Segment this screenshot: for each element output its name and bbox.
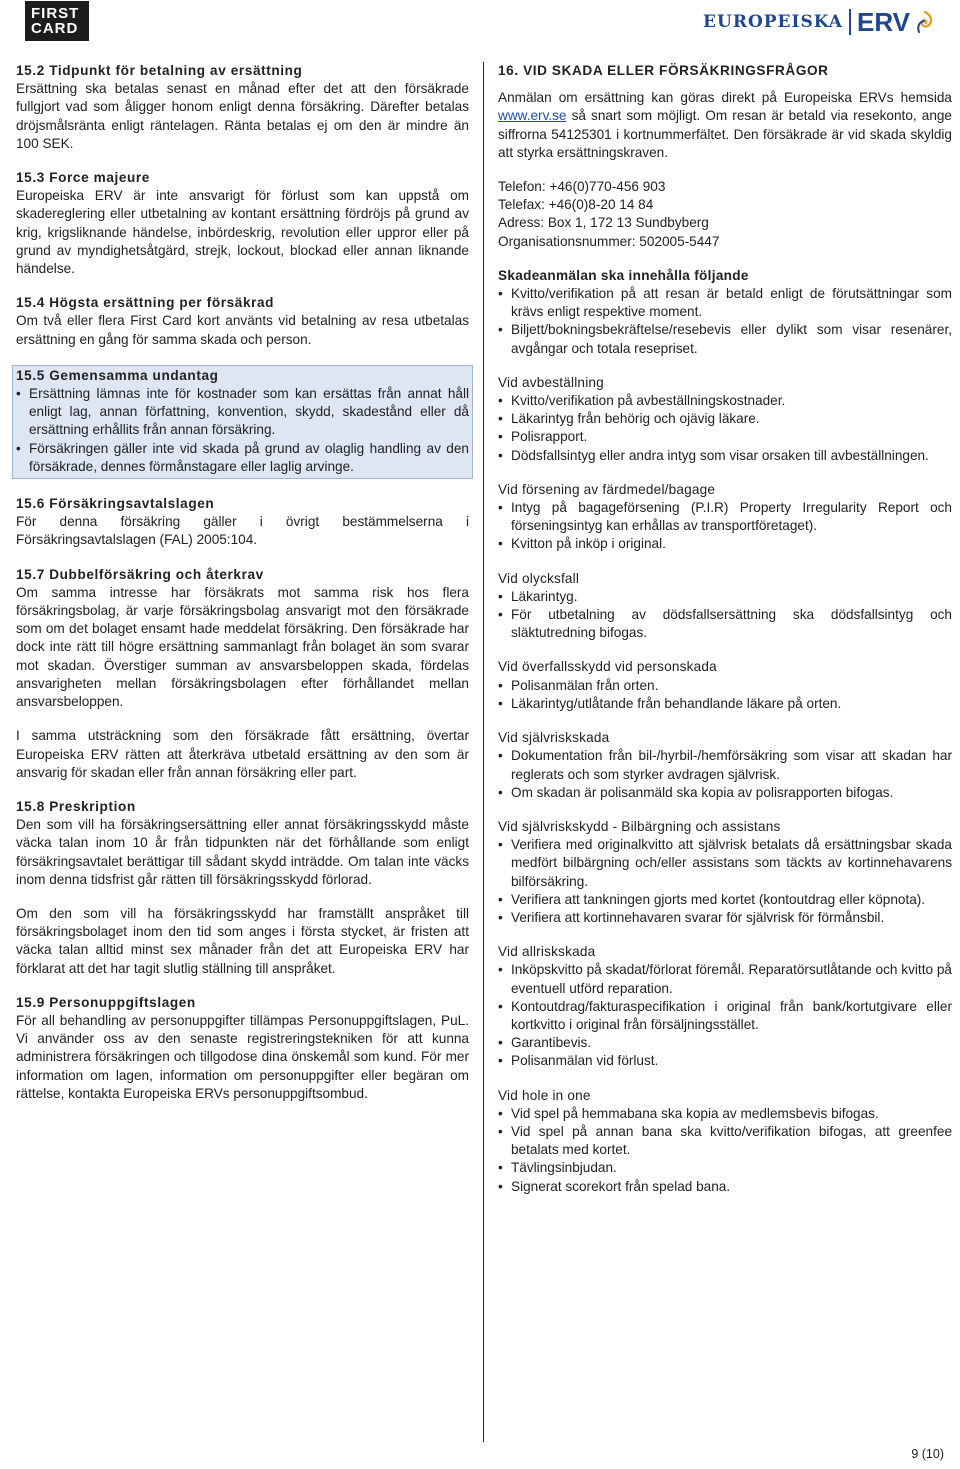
org-number-line: Organisationsnummer: 502005-5447 bbox=[498, 233, 720, 249]
page-number: 9 (10) bbox=[911, 1447, 944, 1461]
section-15-6 bbox=[16, 495, 469, 550]
claim-text-start: Anmälan om ersättning kan göras direkt på Europeiska ERVs hemsida bbox=[498, 90, 952, 106]
list-item: • Om skadan är polisanmäld ska kopia av polisrapporten bifogas. bbox=[498, 784, 952, 802]
left-column bbox=[16, 62, 469, 1119]
claim-groups bbox=[498, 374, 952, 1196]
list-item: • Polisanmälan vid förlust. bbox=[498, 1052, 952, 1070]
claim-group bbox=[498, 943, 952, 1070]
erv-logo-text: ERV bbox=[857, 6, 910, 37]
group-title: Vid allriskskada bbox=[498, 944, 596, 960]
list-item: • Kvitto/verifikation på att resan är betald enligt de förutsättningar som krävs enligt respektive moment. bbox=[498, 285, 952, 321]
list-item: • Kvitto/verifikation på avbeställningskostnader. bbox=[498, 392, 952, 410]
list-item: • Polisrapport. bbox=[498, 428, 952, 446]
group-list bbox=[498, 392, 952, 465]
section-15-7 bbox=[16, 566, 469, 782]
section-title: Skadeanmälan ska innehålla följande bbox=[498, 267, 749, 283]
list-item: • Garantibevis. bbox=[498, 1034, 952, 1052]
logo-divider bbox=[849, 9, 851, 35]
list-item: • Dödsfallsintyg eller andra intyg som visar orsaken till avbeställningen. bbox=[498, 447, 952, 465]
group-list bbox=[498, 747, 952, 802]
section-16 bbox=[498, 62, 952, 162]
group-list bbox=[498, 588, 952, 643]
group-list bbox=[498, 1105, 952, 1196]
list-item: • Kvitton på inköp i original. bbox=[498, 535, 952, 553]
list-item: • Dokumentation från bil-/hyrbil-/hemförsäkring som visar att skadan har reglerats och som styrker avdragen självrisk. bbox=[498, 747, 952, 783]
section-15-9 bbox=[16, 994, 469, 1103]
group-list bbox=[498, 677, 952, 713]
group-title: Vid överfallsskydd vid personskada bbox=[498, 659, 717, 675]
claim-group bbox=[498, 1087, 952, 1196]
exclusion-list bbox=[16, 385, 469, 476]
section-text bbox=[498, 89, 952, 162]
column-divider bbox=[483, 62, 484, 1442]
first-card-logo bbox=[25, 1, 89, 41]
section-text: Europeiska ERV är inte ansvarigt för förlust som kan uppstå om skadereglering eller utbetalning av kontant ersättning fördröjs på grund av krig, krigsliknande händelse, inbördeskrig, revolution eller uppror eller på grund av myndighetsåtgärd, strejk, lockout, blockad eller annan liknande händelse. bbox=[16, 188, 469, 277]
section-15-5-highlight bbox=[12, 365, 473, 479]
section-title: 15.6 Försäkringsavtalslagen bbox=[16, 496, 215, 512]
section-title: 16. VID SKADA ELLER FÖRSÄKRINGSFRÅGOR bbox=[498, 63, 829, 78]
claim-group bbox=[498, 374, 952, 465]
section-text: Den som vill ha försäkringsersättning eller annat försäkringsskydd måste väcka talan inom 10 år från tidpunkten när det förhållande som enligt försäkringsavtalet berättigar till sådant skydd inträdde. Om talan inte väcks inom denna tidsfrist går rätten till försäkringsskydd förlorad. bbox=[16, 817, 469, 887]
section-text: Ersättning ska betalas senast en månad efter det att den försäkrade fullgjort vad som åligger honom enligt denna försäkring. Därefter betalas dröjsmålsränta enligt räntelagen. Ränta betalas ej om den är mindre än 100 SEK. bbox=[16, 81, 469, 151]
list-item: • Tävlingsinbjudan. bbox=[498, 1159, 952, 1177]
group-list bbox=[498, 961, 952, 1070]
section-title: 15.4 Högsta ersättning per försäkrad bbox=[16, 295, 275, 311]
list-item: • Polisanmälan från orten. bbox=[498, 677, 952, 695]
group-list bbox=[498, 499, 952, 554]
list-item: • Kontoutdrag/fakturaspecifikation i original från bank/kortutgivare eller kortkvitto i original från försäljningsstället. bbox=[498, 998, 952, 1034]
section-text: Om samma intresse har försäkrats mot samma risk hos flera försäkringsbolag, är varje försäkringsbolag ansvarigt mot den försäkrade som om det bolaget ensamt hade meddelat försäkring. Den försäkrade har dock inte rätt till högre ersättning sammanlagt från bolaget än som svarar mot skadan. Överstiger summan av ansvarsbeloppen skada, fördelas ansvarigheten mellan försäkringsbolagen efter förhållandet mellan ansvarsbeloppen. bbox=[16, 584, 469, 710]
list-item: • Signerat scorekort från spelad bana. bbox=[498, 1178, 952, 1196]
group-title: Vid självriskskada bbox=[498, 730, 610, 746]
first-card-logo-line1: FIRST bbox=[31, 5, 80, 22]
europeiska-erv-logo bbox=[703, 4, 934, 40]
section-text: I samma utsträckning som den försäkrade fått ersättning, övertar Europeiska ERV rätten att återkräva utbetald ersättning av den som är ansvarig för skadan eller från annan försäkring eller part. bbox=[16, 728, 469, 780]
claim-group bbox=[498, 570, 952, 643]
list-item: • Vid spel på hemmabana ska kopia av medlemsbevis bifogas. bbox=[498, 1105, 952, 1123]
section-title: 15.3 Force majeure bbox=[16, 170, 150, 186]
erv-website-link[interactable]: www.erv.se bbox=[498, 108, 567, 124]
section-title: 15.7 Dubbelförsäkring och återkrav bbox=[16, 566, 264, 582]
section-15-3 bbox=[16, 169, 469, 278]
group-list bbox=[498, 836, 952, 927]
group-title: Vid hole in one bbox=[498, 1087, 591, 1103]
section-15-4 bbox=[16, 294, 469, 349]
list-item: • Verifiera att kortinnehavaren svarar för självrisk för förmånsbil. bbox=[498, 909, 952, 927]
right-column bbox=[498, 62, 952, 1212]
section-title: 15.9 Personuppgiftslagen bbox=[16, 994, 196, 1010]
group-title: Vid självriskskydd - Bilbärgning och assistans bbox=[498, 818, 781, 834]
group-title: Vid försening av färdmedel/bagage bbox=[498, 481, 716, 497]
list-item: • Verifiera med originalkvitto att självrisk betalats då ersättningsbar skada medfört bilbärgning och/eller assistans som täckts av kortinnehavarens bilförsäkring. bbox=[498, 836, 952, 891]
address-line: Adress: Box 1, 172 13 Sundbyberg bbox=[498, 215, 709, 231]
first-card-logo-line2: CARD bbox=[31, 20, 79, 37]
europeiska-logo-text: EUROPEISKA bbox=[703, 12, 843, 32]
claim-contents-list bbox=[498, 285, 952, 358]
phone-line: Telefon: +46(0)770-456 903 bbox=[498, 179, 666, 195]
claim-contents bbox=[498, 267, 952, 358]
claim-group bbox=[498, 481, 952, 554]
section-title: 15.5 Gemensamma undantag bbox=[16, 367, 219, 383]
section-text: Om den som vill ha försäkringsskydd har framställt anspråket till försäkringsbolaget inom den tid som anges i första stycket, är fristen att väcka talan alltid minst sex månader från det att Europeiska ERV har förklarat att det har tagit slutlig ställning till anspråket. bbox=[16, 905, 469, 976]
section-text: För denna försäkring gäller i övrigt bestämmelserna i Försäkringsavtalslagen (FAL) 2005:104. bbox=[16, 514, 469, 548]
list-item: • För utbetalning av dödsfallsersättning ska dödsfallsintyg och släktutredning bifogas. bbox=[498, 606, 952, 642]
group-title: Vid olycksfall bbox=[498, 570, 580, 586]
list-item: • Läkarintyg/utlåtande från behandlande läkare på orten. bbox=[498, 695, 952, 713]
section-title: 15.8 Preskription bbox=[16, 798, 136, 814]
list-item: • Inköpskvitto på skadat/förlorat föremål. Reparatörsutlåtande och kvitto på eventuell utförd reparation. bbox=[498, 961, 952, 997]
fax-line: Telefax: +46(0)8-20 14 84 bbox=[498, 197, 654, 213]
list-item: • Läkarintyg från behörig och ojävig läkare. bbox=[498, 410, 952, 428]
erv-swirl-icon bbox=[916, 11, 934, 33]
list-item: • Intyg på bagageförsening (P.I.R) Property Irregularity Report och förseningsintyg kan erhållas av transportföretaget). bbox=[498, 499, 952, 535]
section-15-8 bbox=[16, 798, 469, 978]
list-item: • Läkarintyg. bbox=[498, 588, 952, 606]
group-title: Vid avbeställning bbox=[498, 374, 604, 390]
claim-text-end: så snart som möjligt. Om resan är betald via resekonto, ange siffrorna 54125301 i kortnummerfältet. Den försäkrade är vid skada skyldig att styrka ersättningskraven. bbox=[498, 108, 952, 160]
section-text: För all behandling av personuppgifter tillämpas Personuppgiftslagen, PuL. Vi använder oss av den senaste registreringstekniken för att kunna administrera försäkringen och tillgodose dina önskemål som kund. För mer information om lagen, information om personuppgifter eller begäran om rättelse, kontakta Europeiska ERVs personuppgiftsombud. bbox=[16, 1012, 469, 1101]
list-item: • Vid spel på annan bana ska kvitto/verifikation bifogas, att greenfee betalats med kortet. bbox=[498, 1123, 952, 1159]
section-title: 15.2 Tidpunkt för betalning av ersättning bbox=[16, 63, 303, 78]
section-text: Om två eller flera First Card kort använts vid betalning av resa utbetalas ersättning en gång för samma skada och person. bbox=[16, 313, 469, 347]
claim-group bbox=[498, 729, 952, 802]
list-item: • Verifiera att tankningen gjorts med kortet (kontoutdrag eller köpnota). bbox=[498, 891, 952, 909]
list-item: • Försäkringen gäller inte vid skada på grund av olaglig handling av den försäkrade, dennes förmånstagare eller laglig arvinge. bbox=[16, 440, 469, 476]
claim-group bbox=[498, 658, 952, 713]
contact-info bbox=[498, 178, 952, 251]
section-15-2 bbox=[16, 62, 469, 153]
list-item: • Biljett/bokningsbekräftelse/resebevis eller dylikt som visar resenärer, avgångar och totala resepriset. bbox=[498, 321, 952, 357]
list-item: • Ersättning lämnas inte för kostnader som kan ersättas från annat håll enligt lag, annan författning, konvention, skydd, skadestånd eller då ersättning erhållits från annan försäkring. bbox=[16, 385, 469, 440]
claim-group bbox=[498, 818, 952, 927]
